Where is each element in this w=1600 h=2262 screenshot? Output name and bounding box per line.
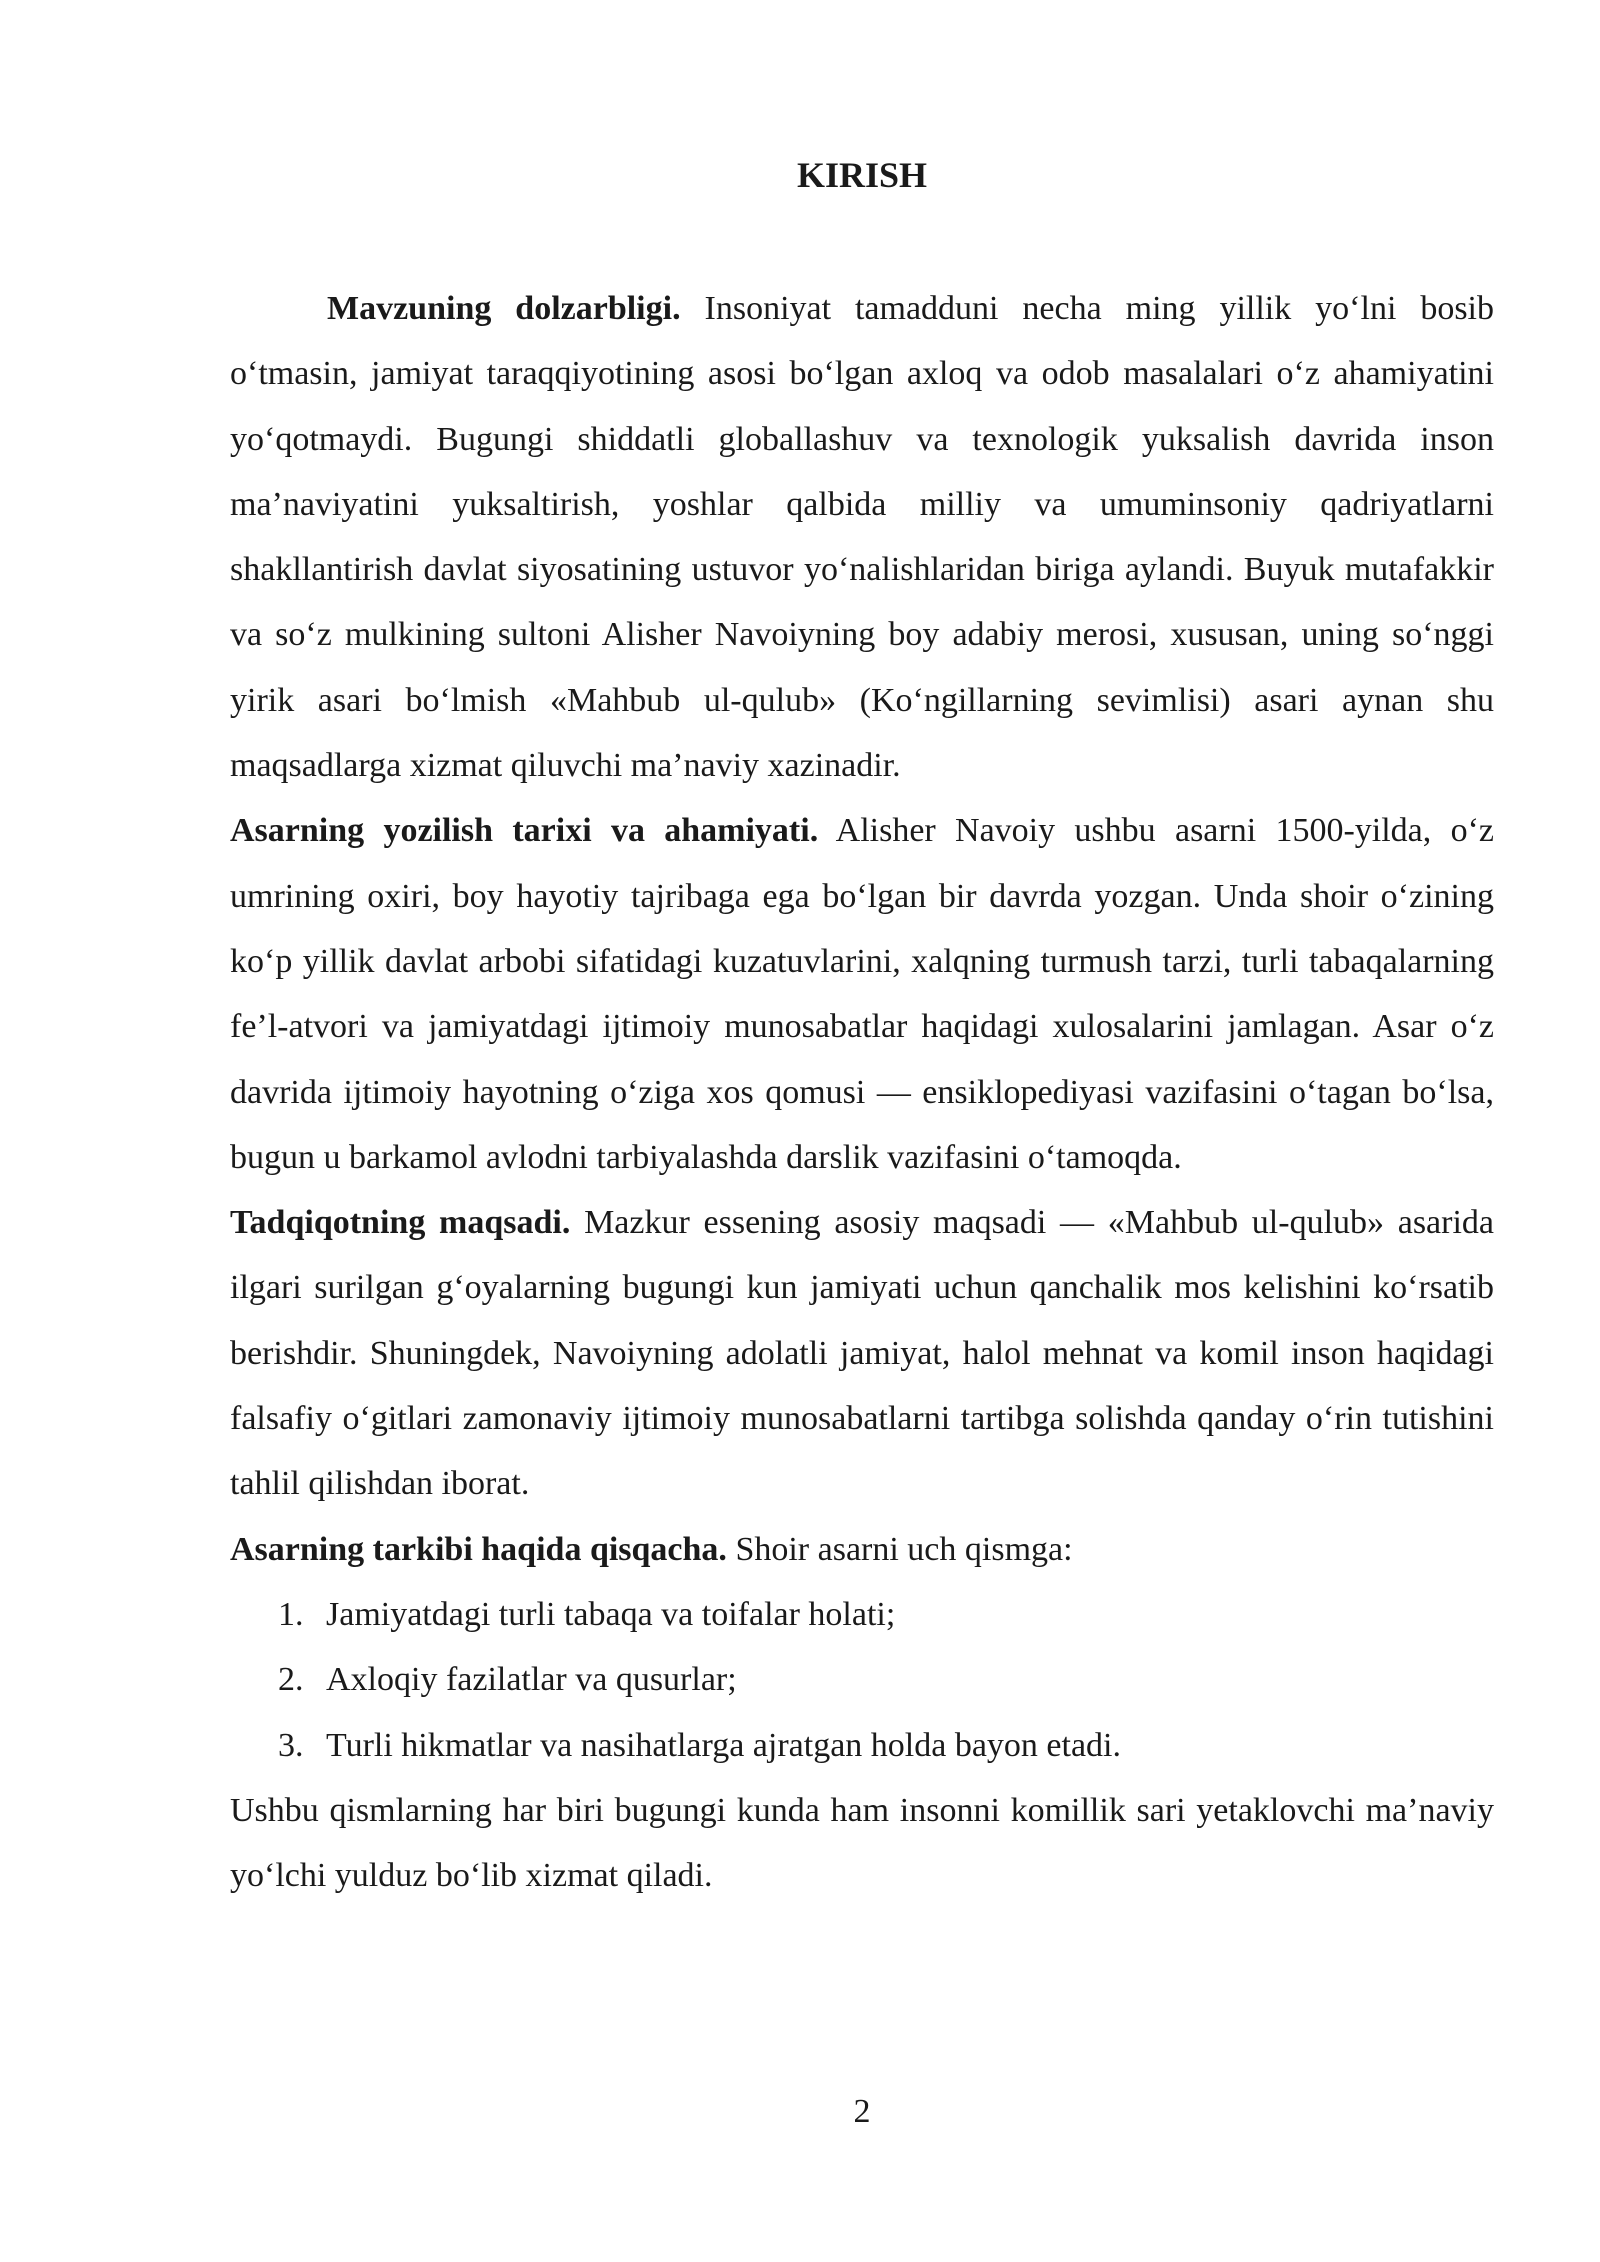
list-item-text: Jamiyatdagi turli tabaqa va toifalar holati; bbox=[326, 1595, 896, 1633]
list-item-text: Axloqiy fazilatlar va qusurlar; bbox=[326, 1661, 737, 1699]
page-number: 2 bbox=[853, 2093, 871, 2130]
paragraph-heading: Tadqiqotning maqsadi. bbox=[230, 1204, 571, 1242]
list-item-number: 3. bbox=[278, 1726, 304, 1764]
document-page bbox=[230, 0, 1494, 2262]
paragraph-structure bbox=[230, 1517, 1494, 1582]
paragraph-text: Shoir asarni uch qismga: bbox=[726, 1530, 1073, 1568]
page-title: KIRISH bbox=[796, 155, 928, 195]
list-item bbox=[230, 1647, 1494, 1712]
document-body bbox=[230, 276, 1494, 1908]
list-item bbox=[230, 1582, 1494, 1647]
paragraph-goal bbox=[230, 1190, 1494, 1516]
paragraph-history bbox=[230, 798, 1494, 1190]
paragraph-text: Mazkur essening asosiy maqsadi — «Mahbub ul-qulub» asarida ilgari surilgan g‘oyalarning bugungi kun jamiyati uchun qanchalik mos kelishini ko‘rsatib berishdir. Shuningdek, Navoiyning adolatli jamiyat, halol mehnat va komil inson haqidagi falsafiy o‘gitlari zamonaviy ijtimoiy munosabatlarni tartibga solishda qanday o‘rin tutishini tahlil qilishdan iborat. bbox=[230, 1204, 1494, 1503]
paragraph-closing: Ushbu qismlarning har biri bugungi kunda ham insonni komillik sari yetaklovchi ma’naviy yo‘lchi yulduz bo‘lib xizmat qiladi. bbox=[230, 1791, 1494, 1895]
list-item-number: 1. bbox=[278, 1595, 304, 1633]
paragraph-heading: Asarning tarkibi haqida qisqacha. bbox=[230, 1530, 727, 1568]
paragraph-relevance bbox=[230, 276, 1494, 798]
list-item-number: 2. bbox=[278, 1661, 304, 1699]
paragraph-heading: Mavzuning dolzarbligi. bbox=[327, 290, 681, 327]
list-item bbox=[230, 1713, 1494, 1778]
paragraph-text: Alisher Navoiy ushbu asarni 1500-yilda, o‘z umrining oxiri, boy hayotiy tajribaga ega bo‘lgan bir davrda yozgan. Unda shoir o‘zining ko‘p yillik davlat arbobi sifatidagi kuzatuvlarini, xalqning turmush tarzi, turli tabaqalarning fe’l-atvori va jamiyatdagi ijtimoiy munosabatlar haqidagi xulosalarini jamlagan. Asar o‘z davrida ijtimoiy hayotning o‘ziga xos qomusi — ensiklopediyasi vazifasini o‘tagan bo‘lsa, bugun u barkamol avlodni tarbiyalashda darslik vazifasini o‘tamoqda. bbox=[230, 812, 1494, 1176]
numbered-list bbox=[230, 1582, 1494, 1778]
paragraph-heading: Asarning yozilish tarixi va ahamiyati. bbox=[230, 812, 819, 850]
list-item-text: Turli hikmatlar va nasihatlarga ajratgan holda bayon etadi. bbox=[326, 1726, 1121, 1764]
paragraph-text: Insoniyat tamadduni necha ming yillik yo‘lni bosib o‘tmasin, jamiyat taraqqiyotining asosi bo‘lgan axloq va odob masalalari o‘z ahamiyatini yo‘qotmaydi. Bugungi shiddatli globallashuv va texnologik yuksalish davrida inson ma’naviyatini yuksaltirish, yoshlar qalbida milliy va umuminsoniy qadriyatlarni shakllantirish davlat siyosatining ustuvor yo‘nalishlaridan biriga aylandi. Buyuk mutafakkir va so‘z mulkining sultoni Alisher Navoiyning boy adabiy merosi, xususan, uning so‘nggi yirik asari bo‘lmish «Mahbub ul-qulub» (Ko‘ngillarning sevimlisi) asari aynan shu maqsadlarga xizmat qiluvchi ma’naviy xazinadir. bbox=[230, 290, 1494, 785]
